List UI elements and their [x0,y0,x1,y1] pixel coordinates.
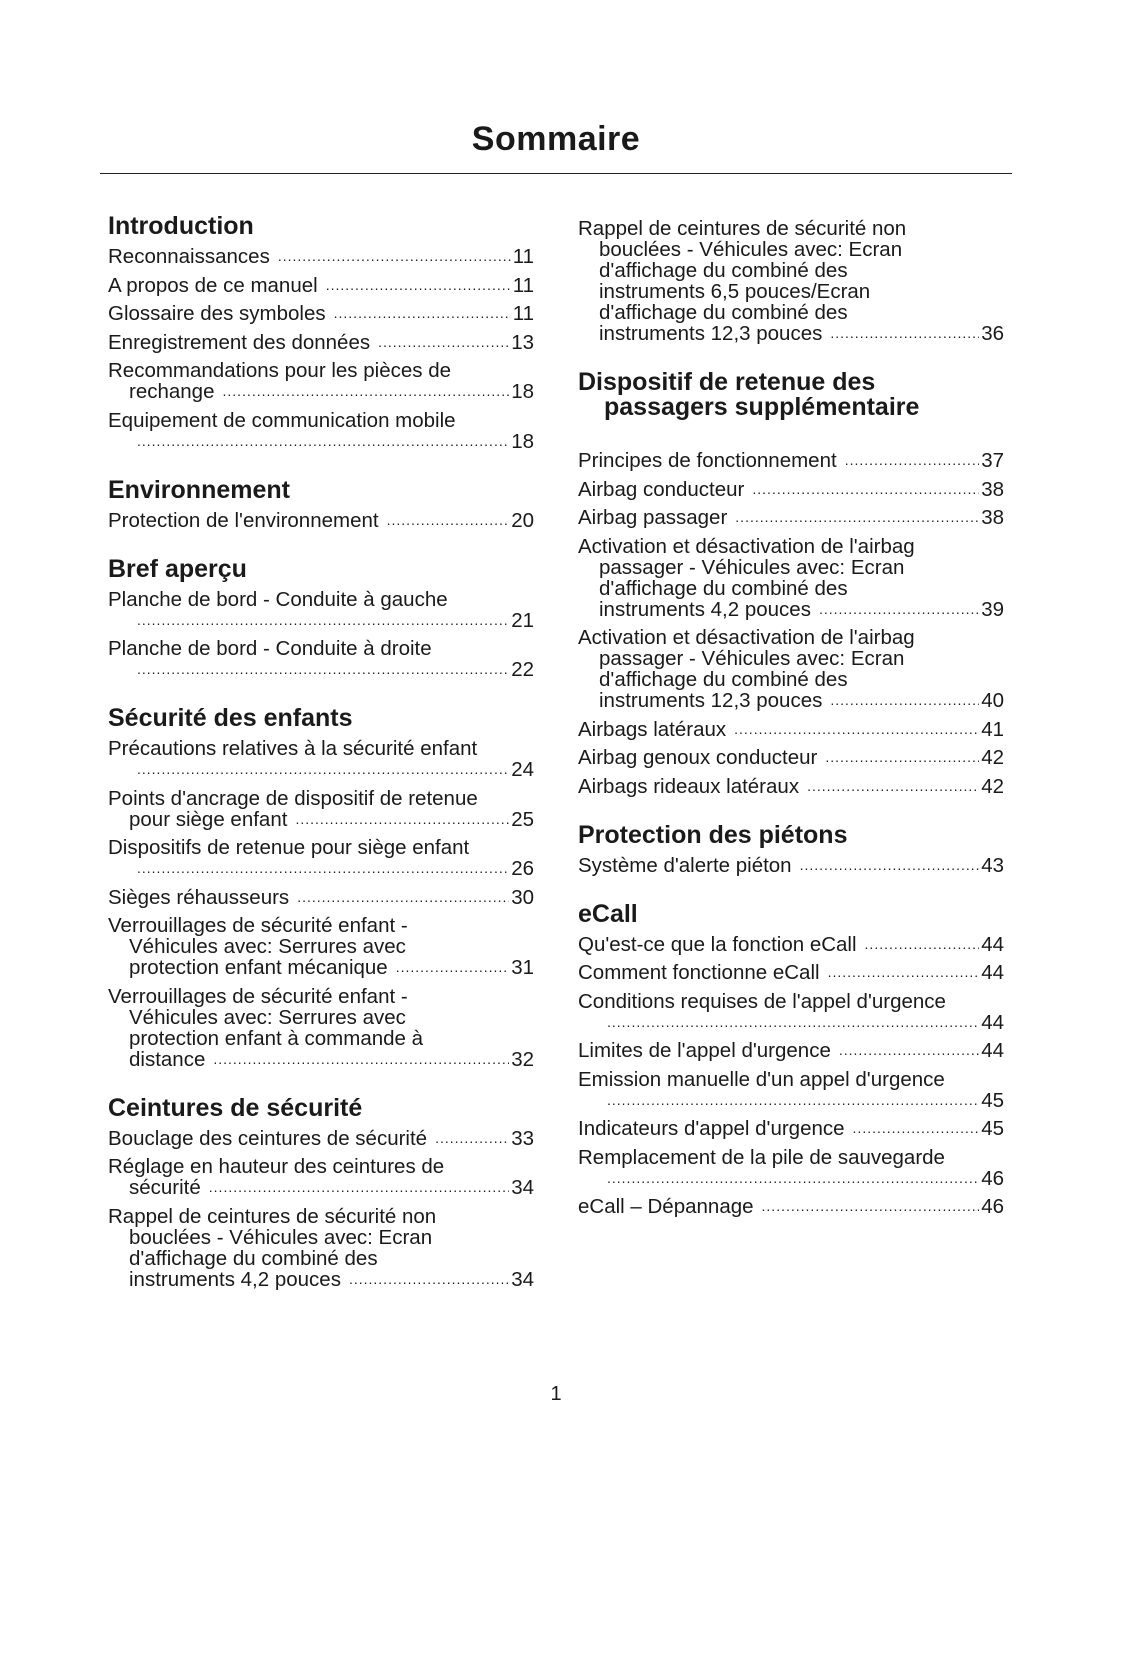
toc-entry[interactable] [578,507,1004,528]
entry-text: pour siège enfant [129,807,288,831]
toc-section [108,554,534,681]
entry-text: Airbag passager [578,506,728,529]
entry-line [108,610,534,631]
section-heading: eCall [578,899,638,928]
entry-line [108,589,534,610]
dot-leader [734,719,979,740]
toc-entry[interactable] [108,360,534,402]
entry-text: eCall – Dépannage [578,1195,754,1218]
entry-page-number: 44 [981,1010,1004,1034]
toc-column-left [108,214,534,1316]
toc-entry[interactable] [578,934,1004,955]
entry-text: Activation et désactivation de l'airbag [578,626,915,649]
toc-entry[interactable] [578,747,1004,768]
entry-text: A propos de ce manuel [108,273,318,297]
entry-line [578,962,1004,983]
entry-text: Rappel de ceintures de sécurité non [108,1204,437,1228]
entry-line [578,479,1004,500]
entry-line [578,239,1004,260]
toc-entry[interactable] [108,915,534,978]
entry-line [578,578,1004,599]
entry-text: Rappel de ceintures de sécurité non [578,217,907,240]
entry-line [108,1049,534,1070]
entry-line [108,659,534,680]
entry-page-number: 39 [981,597,1004,621]
entry-line [578,627,1004,648]
toc-entry[interactable] [108,246,534,267]
dot-leader [137,659,509,680]
entry-line [578,1196,1004,1217]
toc-entry[interactable] [578,1069,1004,1111]
toc-entry[interactable] [578,479,1004,500]
entry-line [578,719,1004,740]
toc-entry[interactable] [578,855,1004,876]
entry-line [578,557,1004,578]
entry-text: Bouclage des ceintures de sécurité [108,1126,428,1150]
entry-line [578,599,1004,620]
entry-line [108,915,534,936]
entry-page-number: 30 [511,885,534,909]
entry-line [578,690,1004,711]
entry-page-number: 38 [981,506,1004,529]
entry-line [108,809,534,830]
entry-line [108,1007,534,1028]
toc-entry[interactable] [108,332,534,353]
entry-page-number: 20 [511,508,534,532]
entry-text: rechange [129,380,215,403]
entry-line [108,332,534,353]
dot-leader [349,1269,509,1290]
entry-line [578,648,1004,669]
dot-leader [607,1090,979,1111]
dot-leader [830,690,979,711]
section-heading: Protection des piétons [578,820,848,849]
entry-line [578,218,1004,239]
entry-line [578,747,1004,768]
dot-leader [137,759,509,780]
toc-section [578,820,1004,877]
entry-line [108,1206,534,1227]
dot-leader [137,858,509,879]
toc-entry[interactable] [108,410,534,452]
entry-line [108,1248,534,1269]
toc-entry[interactable] [108,1128,534,1149]
entry-page-number: 44 [981,1039,1004,1062]
entry-text: passager - Véhicules avec: Ecran [599,647,905,670]
entry-text: protection enfant à commande à [129,1026,424,1050]
entry-page-number: 40 [981,689,1004,712]
toc-column-right [578,218,1004,1243]
entry-page-number: 31 [511,956,534,979]
entry-page-number: 26 [511,857,534,880]
toc-entry[interactable] [578,218,1004,344]
dot-leader [752,479,979,500]
entry-text: d'affichage du combiné des [599,668,848,691]
entry-page-number: 46 [981,1195,1004,1218]
entry-text: Airbags latéraux [578,717,727,741]
toc-section [578,899,1004,1218]
dot-leader [819,599,979,620]
entry-line [108,1028,534,1049]
entry-text: Airbags rideaux latéraux [578,774,800,798]
entry-page-number: 18 [511,380,534,403]
entry-text: Verrouillages de sécurité enfant - [108,984,408,1008]
dot-leader [800,855,980,876]
entry-text: protection enfant mécanique [129,956,388,979]
toc-entry[interactable] [578,962,1004,983]
entry-page-number: 22 [511,658,534,681]
entry-text: Précautions relatives à la sécurité enfant [108,737,478,760]
entry-text: Planche de bord - Conduite à droite [108,637,432,660]
toc-entry[interactable] [108,510,534,531]
toc-section [108,706,534,1070]
entry-line [108,1269,534,1290]
entry-text: Verrouillages de sécurité enfant - [108,914,408,937]
entry-text: d'affichage du combiné des [129,1246,378,1270]
entry-text: Véhicules avec: Serrures avec [129,935,406,958]
entry-line [108,837,534,858]
entry-line [108,1128,534,1149]
dot-leader [326,275,511,296]
toc-section [108,475,534,532]
toc-entry[interactable] [578,1196,1004,1217]
entry-page-number: 38 [981,477,1004,501]
entry-line [108,381,534,402]
entry-line [108,986,534,1007]
entry-page-number: 44 [981,961,1004,984]
dot-leader [853,1118,980,1139]
entry-text: passager - Véhicules avec: Ecran [599,555,905,579]
entry-line [108,410,534,431]
entry-line [108,431,534,452]
entry-line [578,1147,1004,1168]
dot-leader [735,507,979,528]
toc-entry[interactable] [108,738,534,780]
entry-line [578,1090,1004,1111]
entry-text: Sièges réhausseurs [108,885,290,909]
dot-leader [435,1128,509,1149]
entry-text: Recommandations pour les pièces de [108,359,451,382]
entry-text: Conditions requises de l'appel d'urgence [578,989,946,1013]
toc-entry[interactable] [108,275,534,296]
entry-line [578,281,1004,302]
entry-line [578,302,1004,323]
entry-page-number: 36 [981,322,1004,345]
entry-line [108,246,534,267]
toc-entry[interactable] [108,638,534,680]
entry-text: Comment fonctionne eCall [578,961,820,984]
entry-line [108,510,534,531]
entry-text: Reconnaissances [108,245,270,268]
entry-line [578,1168,1004,1189]
dot-leader [865,934,980,955]
toc-entry[interactable] [108,1156,534,1198]
entry-text: Réglage en hauteur des ceintures de [108,1155,445,1178]
section-heading: Ceintures de sécurité [108,1093,363,1122]
entry-text: Airbag conducteur [578,477,745,501]
entry-page-number: 24 [511,758,534,781]
dot-leader [295,809,509,830]
entry-text: Planche de bord - Conduite à gauche [108,587,448,611]
entry-text: d'affichage du combiné des [599,576,848,600]
toc-entry[interactable] [578,1147,1004,1189]
entry-page-number: 21 [511,608,534,632]
toc-section [578,370,1004,797]
toc-entry[interactable] [108,837,534,879]
entry-text: bouclées - Véhicules avec: Ecran [129,1225,433,1249]
entry-page-number: 34 [511,1267,534,1291]
dot-leader [334,303,511,324]
entry-line [108,788,534,809]
entry-line [578,536,1004,557]
section-heading: Introduction [108,212,254,240]
dot-leader [387,510,510,531]
toc-entry[interactable] [578,1040,1004,1061]
entry-line [578,507,1004,528]
title-divider [100,173,1012,174]
dot-leader [828,962,980,983]
entry-line [578,323,1004,344]
entry-text: instruments 4,2 pouces [599,597,811,621]
entry-page-number: 43 [981,853,1004,877]
entry-line [578,1118,1004,1139]
entry-page-number: 11 [512,245,534,268]
entry-line [108,1156,534,1177]
section-heading: Environnement [108,475,290,504]
entry-line [578,1040,1004,1061]
entry-line [108,303,534,324]
entry-page-number: 18 [511,429,534,453]
entry-line [578,776,1004,797]
entry-line [578,934,1004,955]
toc-entry[interactable] [108,887,534,908]
toc-entry[interactable] [578,776,1004,797]
entry-text: instruments 6,5 pouces/Ecran [599,280,871,303]
entry-page-number: 32 [511,1047,534,1071]
entry-page-number: 42 [981,746,1004,769]
entry-line [108,275,534,296]
dot-leader [607,1168,979,1189]
toc-section [108,1093,534,1291]
dot-leader [213,1049,509,1070]
entry-page-number: 25 [511,807,534,831]
entry-line [578,991,1004,1012]
entry-text: Activation et désactivation de l'airbag [578,534,915,558]
dot-leader [839,1040,979,1061]
entry-page-number: 41 [981,717,1004,741]
entry-text: Glossaire des symboles [108,302,326,325]
entry-line [108,1227,534,1248]
entry-text: sécurité [129,1176,201,1199]
toc-entry[interactable] [108,1206,534,1290]
toc-entry[interactable] [578,991,1004,1033]
entry-line [108,887,534,908]
entry-page-number: 37 [981,449,1004,472]
section-heading: Bref aperçu [108,554,247,583]
entry-text: distance [129,1047,206,1071]
entry-text: Limites de l'appel d'urgence [578,1039,831,1062]
dot-leader [825,747,979,768]
entry-text: Dispositifs de retenue pour siège enfant [108,836,470,859]
entry-text: Equipement de communication mobile [108,408,456,432]
entry-text: Système d'alerte piéton [578,853,792,877]
entry-text: d'affichage du combiné des [599,259,848,282]
entry-page-number: 45 [981,1088,1004,1112]
dot-leader [845,450,980,471]
entry-text: Indicateurs d'appel d'urgence [578,1117,845,1140]
toc-entry[interactable] [578,627,1004,711]
entry-text: Remplacement de la pile de sauvegarde [578,1145,945,1169]
page-title: Sommaire [471,120,641,158]
dot-leader [396,957,509,978]
entry-page-number: 34 [511,1176,534,1199]
entry-line [108,858,534,879]
dot-leader [378,332,509,353]
entry-line [578,260,1004,281]
toc-section [108,214,534,452]
entry-line [578,669,1004,690]
page-number: 1 [550,1383,562,1405]
dot-leader [762,1196,980,1217]
toc-entry[interactable] [578,536,1004,620]
entry-line [108,1177,534,1198]
toc-entry[interactable] [108,788,534,830]
entry-text: instruments 12,3 pouces [599,689,823,712]
entry-text: bouclées - Véhicules avec: Ecran [599,238,903,261]
entry-page-number: 46 [981,1166,1004,1190]
dot-leader [297,887,509,908]
section-heading: Dispositif de retenue des passagers supplémentaire [578,368,920,421]
entry-text: Véhicules avec: Serrures avec [129,1005,406,1029]
toc-section [578,218,1004,344]
dot-leader [137,610,509,631]
entry-page-number: 11 [512,302,534,325]
entry-page-number: 44 [981,932,1004,956]
toc-entry[interactable] [578,450,1004,471]
toc-entry[interactable] [578,719,1004,740]
entry-text: Principes de fonctionnement [578,449,837,472]
dot-leader [222,381,509,402]
entry-text: instruments 12,3 pouces [599,322,823,345]
entry-line [108,936,534,957]
entry-line [108,638,534,659]
entry-line [578,1069,1004,1090]
toc-entry[interactable] [108,303,534,324]
entry-text: Airbag genoux conducteur [578,746,818,769]
entry-text: Emission manuelle d'un appel d'urgence [578,1067,945,1091]
entry-text: Protection de l'environnement [108,508,379,532]
entry-line [578,450,1004,471]
entry-text: Enregistrement des données [108,330,371,354]
entry-page-number: 42 [981,774,1004,798]
dot-leader [807,776,979,797]
entry-line [108,759,534,780]
toc-entry[interactable] [108,589,534,631]
entry-line [578,855,1004,876]
toc-entry[interactable] [578,1118,1004,1139]
entry-page-number: 33 [511,1126,534,1150]
entry-line [578,1012,1004,1033]
dot-leader [607,1012,979,1033]
entry-page-number: 13 [511,330,534,354]
entry-text: instruments 4,2 pouces [129,1267,341,1291]
toc-entry[interactable] [108,986,534,1070]
entry-page-number: 11 [512,273,534,297]
entry-line [108,360,534,381]
entry-page-number: 45 [981,1117,1004,1140]
dot-leader [137,431,509,452]
entry-text: Qu'est-ce que la fonction eCall [578,932,857,956]
entry-text: Points d'ancrage de dispositif de retenue [108,786,478,810]
dot-leader [209,1177,509,1198]
section-heading: Sécurité des enfants [108,704,353,732]
entry-line [108,738,534,759]
entry-text: d'affichage du combiné des [599,301,848,324]
dot-leader [278,246,511,267]
entry-line [108,957,534,978]
dot-leader [830,323,979,344]
